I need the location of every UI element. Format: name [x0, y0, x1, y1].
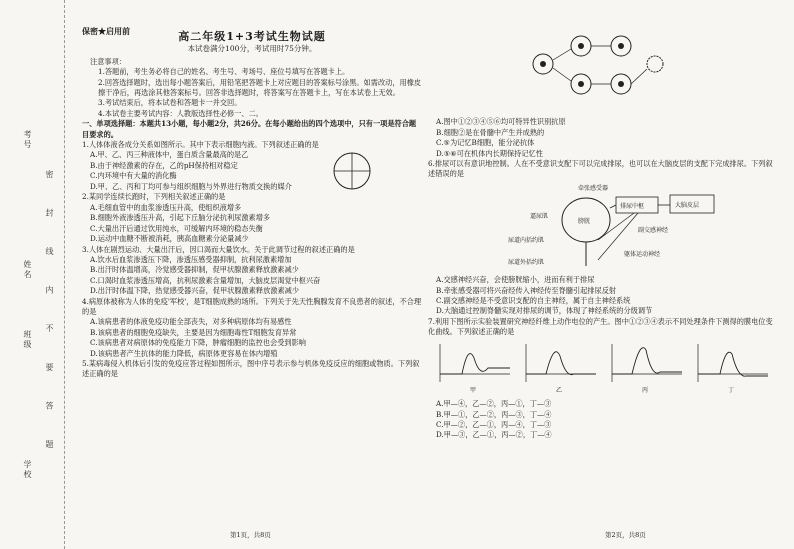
option: B.细胞外液渗透压升高，引起下丘脑分泌抗利尿激素增多 — [90, 213, 271, 223]
option: A.甲—④，乙—②，丙—①，丁—③ — [436, 399, 552, 409]
option: B.细胞②是在骨髓中产生并成熟的 — [436, 127, 545, 137]
section-heading: 一、单项选择题：本题共13小题，每小题2分，共26分。在每小题给出的四个选项中，只有一项是符合题目要求的。 — [82, 119, 417, 139]
exam-no-label: 考号 — [23, 130, 32, 150]
right-column — [428, 24, 778, 441]
option: A.毛细血管中的血浆渗透压升高，使组织液增多 — [90, 202, 242, 212]
bladder-label: 膀胱 — [578, 217, 591, 225]
question-stem: 5.某病毒侵入机体后引发的免疫应答过程如图所示，图中序号表示参与机体免疫反应的细胞或物质。下列叙述正确的是 — [82, 358, 420, 379]
left-column — [82, 24, 422, 380]
somatic-label: 躯体运动神经 — [624, 250, 661, 258]
graph-ding — [698, 344, 768, 394]
q1-options — [82, 150, 317, 192]
option: A.交感神经兴奋，会使膀胱缩小，进而有利于排尿 — [436, 275, 595, 285]
sphincter-out-label: 尿道外括约肌 — [508, 258, 545, 266]
para-label: 副交感神经 — [638, 226, 669, 234]
sphincter-in-label: 尿道内括约肌 — [508, 236, 545, 244]
option: A.甲、乙、丙三种液体中，蛋白质含量最高的是乙 — [90, 150, 249, 160]
immune-response-diagram — [523, 24, 673, 114]
option: C.该病患者对病原体的免疫能力下降，肿瘤细胞的监控也会受到影响 — [90, 338, 306, 348]
option: B.由于神经激素的存在，乙的pH保持相对稳定 — [90, 160, 238, 170]
question-stem: 1.人体体液各成分关系如图所示。其中下表示细胞内液。下列叙述正确的是 — [82, 140, 319, 150]
cortex-label: 大脑皮层 — [675, 201, 700, 209]
page-footer-left: 第1页，共8页 — [230, 531, 271, 539]
question-stem: 2.某同学连续长跑时，下列相关叙述正确的是 — [82, 192, 226, 202]
option: C.⑤为记忆B细胞，能分泌抗体 — [436, 138, 535, 148]
question-stem: 7.利用下图所示实验装置研究神经纤维上动作电位的产生。图中①②③④表示不同处理条件下测得的膜电位变化曲线。下列叙述正确的是 — [428, 316, 773, 337]
graph-yi — [526, 344, 596, 394]
secret-mark: 保密★启用前 — [82, 26, 130, 36]
question-stem: 4.病原体被称为人体的免疫'军校'，是T细胞成熟的场所。下列关于先天性胸腺发育不良患者的叙述，不合理的是 — [82, 296, 422, 316]
graph-label: 甲 — [470, 386, 477, 394]
option: A.图中①②③④⑤⑥均可特异性识别抗原 — [436, 117, 566, 127]
graph-label: 丙 — [642, 386, 649, 394]
center-label: 排尿中枢 — [620, 202, 645, 210]
note-item: 4.本试卷主要考试内容：人教版选择性必修一、二。 — [98, 108, 263, 118]
option: B.牵张感受器可将兴奋经传入神经传至脊髓引起排尿反射 — [436, 285, 617, 295]
option: D.该病患者产生抗体的能力降低，病原体更容易在体内增殖 — [90, 348, 278, 358]
membrane-potential-graphs — [428, 338, 778, 396]
graph-label: 乙 — [556, 386, 563, 394]
notes-heading: 注意事项： — [90, 56, 126, 66]
option: C.内环境中有大量的消化酶 — [90, 171, 177, 181]
option: D.⑤⑥可在机体内长期保持记忆性 — [436, 148, 543, 158]
option: D.出汗时体温下降，热觉感受器兴奋，促甲状腺激素释放激素减少 — [90, 286, 300, 296]
option: B.出汗时体温增高，冷觉感受器抑制，促甲状腺激素释放激素减少 — [90, 265, 299, 275]
option: D.大脑通过控制脊髓实现对排尿的调节，体现了神经系统的分级调节 — [436, 306, 653, 316]
page-footer-right: 第2页，共8页 — [605, 531, 646, 539]
option: B.甲—①，乙—②，丙—③，丁—④ — [436, 409, 552, 419]
question-stem: 6.排尿可以有意识地控制。人在不受意识支配下可以完成排尿，也可以在大脑皮层的支配下完成排尿。下列叙述错误的是 — [428, 159, 773, 179]
q1-block — [82, 150, 422, 192]
option: D.运动中血糖不断被消耗，胰高血糖素分泌量减少 — [90, 234, 249, 244]
exam-subtitle: 本试卷满分100分，考试用时75分钟。 — [187, 44, 317, 54]
option: B.该病患者的细胞免疫缺失，主要是因为细胞毒性T细胞发育异常 — [90, 327, 297, 337]
graph-jia — [440, 344, 510, 394]
note-item: 3.考试结束后，将本试卷和答题卡一并交回。 — [98, 98, 242, 108]
note-item: 2.回答选择题时，选出每小题答案后，用铅笔把答题卡上对应题目的答案标号涂黑。如需改动，用橡皮擦干净后，再选涂其他答案标号。回答非选择题时，将答案写在答题卡上，写在本试卷上无效。 — [98, 77, 422, 98]
option: D.甲、乙、丙和丁均可参与组织细胞与外界进行物质交换的媒介 — [90, 181, 292, 191]
option: C.甲—②，乙—①，丙—④，丁—③ — [436, 419, 552, 429]
binding-strip — [0, 0, 65, 549]
receptor-label: 牵张感受器 — [578, 184, 609, 192]
option: A.该病患者的体液免疫功能全部丧失，对多种病原体均有易感性 — [90, 317, 292, 327]
seal-line-text: 密 封 线 内 不 要 答 题 — [45, 170, 54, 462]
detrusor-label: 逼尿肌 — [530, 212, 549, 220]
school-label: 学校 — [23, 460, 32, 480]
class-label: 班级 — [23, 330, 32, 350]
graph-label: 丁 — [728, 386, 735, 394]
option: C.副交感神经是不受意识支配的自主神经，属于自主神经系统 — [436, 296, 631, 306]
note-item: 1.答题前，考生务必将自己的姓名、考生号、考场号、座位号填写在答题卡上。 — [98, 67, 350, 77]
option: C.大量出汗后通过饮用纯水，可缓解内环境的稳态失衡 — [90, 223, 263, 233]
micturition-reflex-diagram — [438, 180, 778, 272]
option: C.口渴时血浆渗透压增高，抗利尿激素含量增加，大脑皮层渴觉中枢兴奋 — [90, 275, 321, 285]
option: A.饮水后血浆渗透压下降，渗透压感受器抑制，抗利尿激素增加 — [90, 254, 292, 264]
option: D.甲—③，乙—①，丙—②，丁—④ — [436, 430, 552, 440]
exam-title: 高二年级1+3考试生物试题 — [178, 30, 326, 43]
graph-bing — [612, 344, 682, 394]
name-label: 姓名 — [23, 260, 32, 280]
question-stem: 3.人体在剧烈运动、大量出汗后，因口渴而大量饮水。关于此调节过程的叙述正确的是 — [82, 244, 355, 254]
body-fluid-diagram — [317, 150, 387, 192]
